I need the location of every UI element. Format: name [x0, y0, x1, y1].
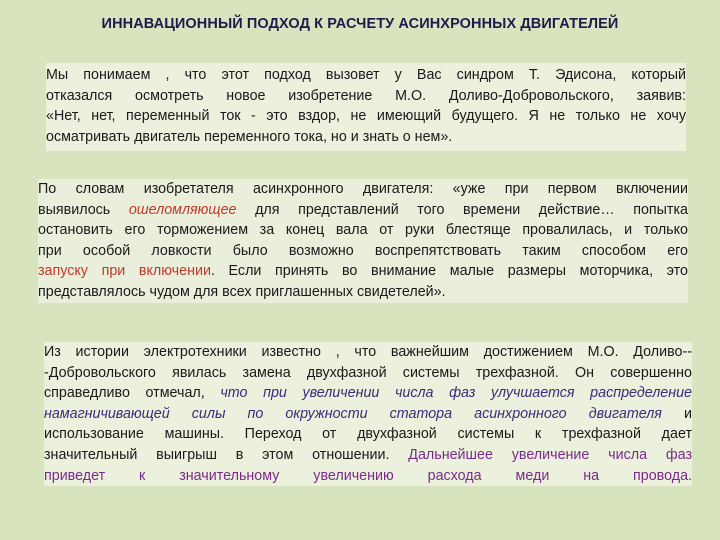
text-line [44, 404, 692, 425]
paragraph-history [44, 342, 692, 486]
text-line: -Добровольского явилась замена двухфазной системы трехфазной. Он совершенно [44, 364, 692, 381]
highlight-text: запуску при включении [38, 263, 211, 280]
text-segment: выявилось [38, 201, 129, 218]
text-segment: и [661, 405, 693, 422]
slide-title: ИННАВАЦИОННЫЙ ПОДХОД К РАСЧЕТУ АСИНХРОННЫХ ДВИГАТЕЛЕЙ [101, 16, 619, 32]
text-segment: значительный выигрыш в этом отношении. [44, 446, 409, 463]
paragraph-inventor-quote [38, 179, 688, 303]
text-segment: справедливо отмечал, [44, 385, 221, 402]
text-line: использование машины. Переход от двухфазной системы к трехфазной дает [44, 426, 692, 443]
text-line: осматривать двигатель переменного тока, но и знать о нем». [46, 128, 453, 145]
highlight-line: приведет к значительному увеличению расхода меди на провода. [44, 467, 692, 484]
text-line: Из истории электротехники известно , что важнейшим достижением М.О. Доливо-- [44, 344, 692, 360]
text-line: остановить его торможением за конец вала от руки блестяще провалилась, и только [38, 222, 688, 239]
text-line: отказался осмотреть новое изобретение М.О. Доливо-Добровольского, заявив: [46, 87, 686, 104]
text-segment: . Если принять во внимание малые размеры моторчика, это [210, 263, 688, 280]
highlight-text: Дальнейшее увеличение числа фаз [408, 446, 692, 463]
text-line: представлялось чудом для всех приглашенных свидетелей». [38, 283, 446, 300]
text-line: По словам изобретателя асинхронного двигателя: «уже при первом включении [38, 181, 688, 197]
highlight-text: что при увеличении числа фаз улучшается распределение [220, 385, 692, 402]
highlight-text: намагничивающей силы по окружности статора асинхронного двигателя [44, 405, 662, 422]
highlight-text: ошеломляющее [128, 201, 237, 218]
text-line: Мы понимаем , что этот подход вызовет у Вас синдром Т. Эдисона, который [46, 67, 686, 83]
text-line [38, 261, 688, 282]
text-line: «Нет, нет, переменный ток - это вздор, не имеющий будущего. Я не только не хочу [46, 108, 686, 125]
text-line [38, 200, 688, 221]
text-line: при особой ловкости было возможно воспрепятствовать таким способом его [38, 242, 688, 259]
text-line [44, 383, 692, 404]
text-line [44, 445, 692, 466]
paragraph-edison-quote [46, 63, 686, 151]
text-segment: для представлений того времени действие… попытка [236, 201, 688, 218]
